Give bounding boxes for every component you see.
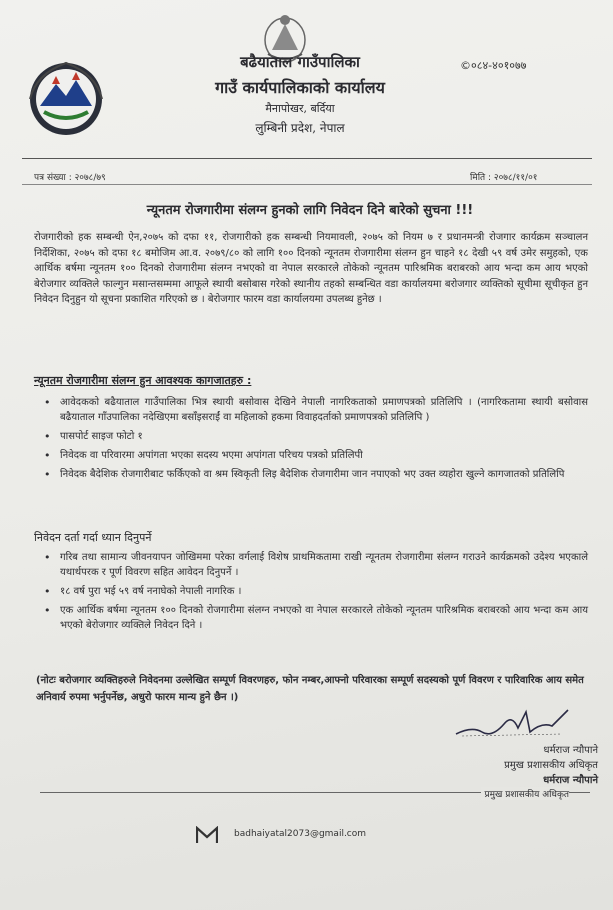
attention-list bbox=[40, 550, 588, 637]
documents-heading bbox=[34, 373, 251, 388]
list-item: • १८ वर्ष पुरा भई ५९ वर्ष ननाघेको नेपाली नागरिक । bbox=[40, 584, 588, 599]
org-name: बढैयाताल गाउँपालिका bbox=[240, 53, 360, 71]
reference-number: पत्र संख्या : २०७८/७९ bbox=[34, 173, 106, 183]
issue-date: मिति : २०७८/११/०१ bbox=[470, 173, 538, 183]
ref-divider bbox=[22, 184, 592, 185]
list-item: • गरिब तथा सामान्य जीवनयापन जोखिममा परेका वर्गलाई विशेष प्राथमिकतामा राखी न्यूनतम रोजगारीमा संलग्न गराउने कार्यक्रमको उदेश्य भएकाले यथार्थपरक र पूर्ण विवरण सहित आवेदन दिनुपर्ने । bbox=[40, 550, 588, 580]
stamp-designation: प्रमुख प्रशासकीय अधिकृत bbox=[481, 787, 570, 800]
notice-body: रोजगारीको हक सम्बन्धी ऐन,२०७५ को दफा ११, रोजगारीको हक सम्बन्धी नियमावली, २०७५ को नियम ७ र प्रधानमन्त्री रोजगार कार्यक्रम सञ्चालन निर्देशिका, २०७५ को दफा १८ बमोजिम आ.व. २०७९/८० को लागि १०० दिनको न्यूनतम रोजगारीमा संलग्न हुन चाहने १८ देखी ५९ वर्ष उमेर समुहको, एक आर्थिक बर्षमा न्यूनतम १०० दिनको रोजगारीमा संलग्न नभएको वा नेपाल सरकारले तोकेको न्यूनतम पारिश्रमिक बराबरको आय भन्दा कम आय भएको बेरोजगार व्यक्तिले फाल्गुन मसान्तसम्ममा आफूले स्थायी बसोबास गरेको स्थानीय तहको सम्बन्धित वडा कार्यालयमा बरोजगार व्यक्तिको सूचीमा सूचीकृत हुन निवेदन दिनुहुन यो सूचना प्रकाशित गरिएको छ । बेरोजगार फारम वडा कार्यालयमा उपलब्ध हुनेछ । bbox=[34, 232, 588, 305]
list-item: • एक आर्थिक बर्षमा न्यूनतम १०० दिनको रोजगारीमा संलग्न नभएको वा नेपाल सरकारले तोकेको न्यूनतम पारिश्रमिक बराबरको आय भन्दा कम आय भएको बेरोजगार व्यक्तिले निवेदन दिने । bbox=[40, 603, 588, 633]
note-text: (नोटः बरोजगार व्यक्तिहरुले निवेदनमा उल्लेखित सम्पूर्ण विवरणहरु, फोन नम्बर,आफ्नो परिवारका सम्पूर्ण सदस्यको पूर्ण विवरण र पारिवारिक आय समेत अनिवार्य रुपमा भर्नुपर्नेछ, अधुरो फारम मान्य हुने छैन ।) bbox=[36, 675, 584, 703]
documents-heading-text: न्यूनतम रोजगारीमा संलग्न हुन आवश्यक कागजातहरु : bbox=[34, 374, 252, 387]
phone-number: ©०८४-४०१०७७ bbox=[460, 59, 527, 72]
list-item: • पासपोर्ट साइज फोटो १ bbox=[40, 429, 588, 444]
attention-heading: निवेदन दर्ता गर्दा ध्यान दिनुपर्ने bbox=[34, 531, 152, 544]
signatory-name: धर्मराज न्यौपाने bbox=[543, 745, 598, 756]
stamp-name: धर्मराज न्यौपाने bbox=[543, 775, 598, 786]
signature-mark bbox=[452, 706, 572, 740]
header-divider bbox=[22, 158, 592, 159]
documents-list bbox=[40, 395, 588, 486]
list-item: • आवेदकको बढैयाताल गाउँपालिका भित्र स्थायी बसोवास देखिने नेपाली नागरिकताको प्रमाणपत्रको प्रतिलिपि । (नागरिकतामा स्थायी बसोवास बढैयाताल गाँउपालिका नदेखिएमा बसाँइसराईं वा महिलाको हकमा विवाहदर्ताको प्रमाणपत्रको प्रतिलिपि ) bbox=[40, 395, 588, 425]
mail-icon bbox=[196, 826, 218, 844]
signatory-designation: प्रमुख प्रशासकीय अधिकृत bbox=[504, 760, 598, 771]
office-name: गाउँ कार्यपालिकाको कार्यालय bbox=[215, 78, 385, 97]
province-name: लुम्बिनी प्रदेश, नेपाल bbox=[255, 121, 345, 135]
notice-title: न्यूनतम रोजगारीमा संलग्न हुनको लागि निवेदन दिने बारेको सुचना !!! bbox=[146, 203, 474, 218]
list-item: • निवेदक वा परिवारमा अपांगता भएका सदस्य भएमा अपांगता परिचय पत्रको प्रतिलिपी bbox=[40, 448, 588, 463]
municipality-logo bbox=[26, 54, 106, 144]
office-location: मैनापोखर, बर्दिया bbox=[265, 102, 335, 115]
email-address[interactable]: badhaiyatal2073@gmail.com bbox=[234, 829, 367, 839]
list-item: • निवेदक बैदेशिक रोजगारीबाट फर्किएको वा श्रम स्विकृती लिइ बैदेशिक रोजगारीमा जान नपाएको भए उक्त व्यहोरा खुल्ने कागजातको प्रतिलिपि bbox=[40, 467, 588, 482]
